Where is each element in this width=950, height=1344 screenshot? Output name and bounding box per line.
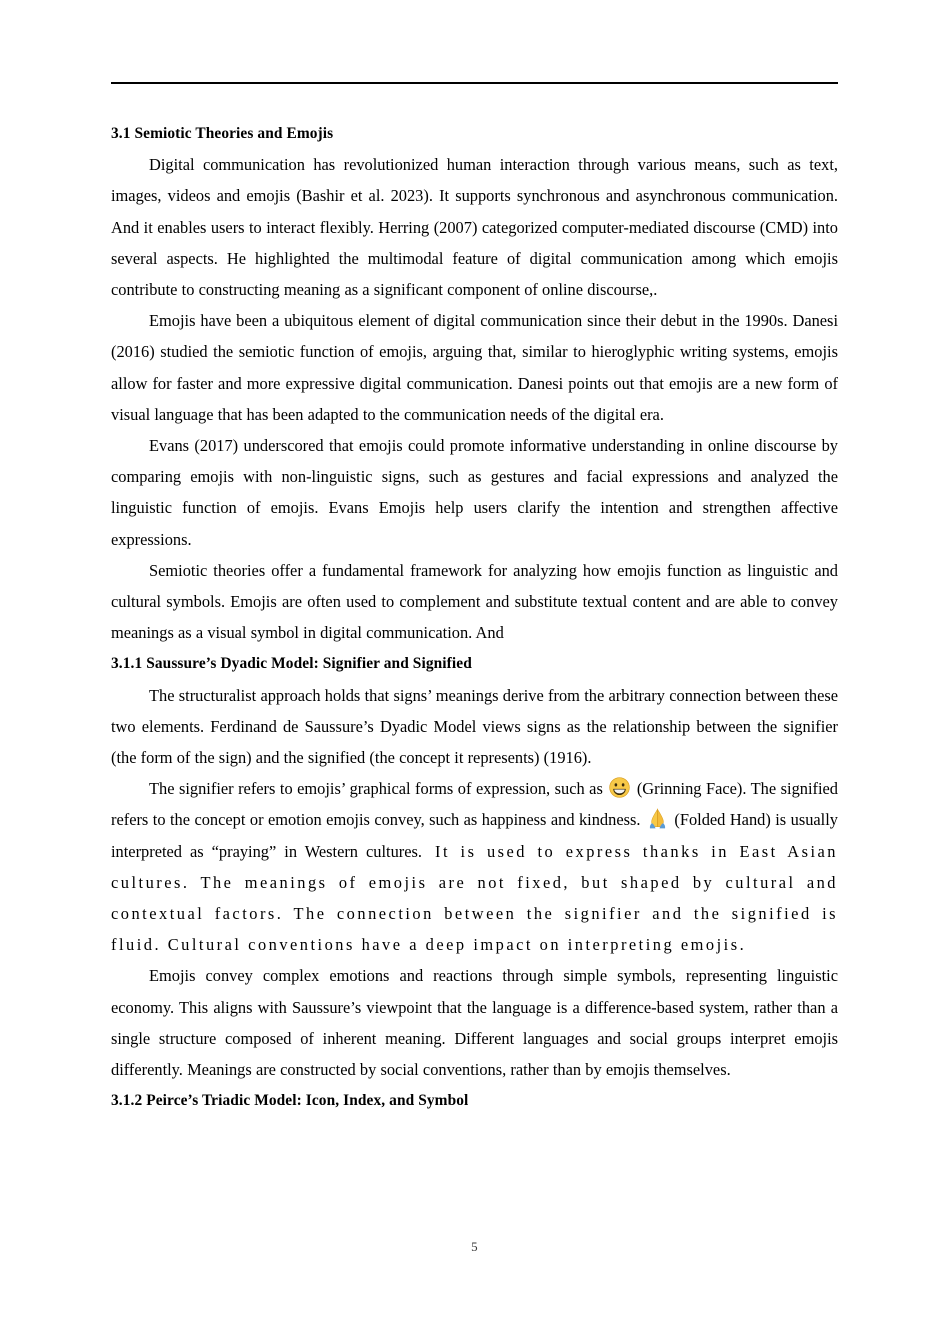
folded-hands-icon: [647, 808, 668, 829]
page-number: 5: [471, 1239, 478, 1254]
heading-3-1-2: 3.1.2 Peirce’s Triadic Model: Icon, Index, and Symbol: [111, 1092, 469, 1110]
text-column: [111, 118, 838, 1117]
running-header: [111, 82, 838, 88]
paragraph-3-1-1-2: Emojis convey complex emotions and reactions through simple symbols, representing linguistic economy. This aligns with Saussure’s viewpoint that the language is a difference-based system, rather than a single structure composed of inherent meaning. Different languages and social groups interpret emojis differently. Meanings are constructed by social conventions, rather than by emojis themselves.: [111, 966, 838, 1080]
emoji-par-text-4: . It is used to express thanks in East Asian cultures. The meanings of emojis are not fixed, but shaped by cultural and contextual factors. The connection between the signifier and the signified is fluid. Cultural conventions have a deep impact on interpreting emojis.: [111, 841, 838, 955]
header-divider-rule: [111, 82, 838, 84]
heading-3-1: 3.1 Semiotic Theories and Emojis: [111, 125, 334, 142]
emoji-par-text-2: (Grinning Face). The signified refers to the concept or emotion emojis convey, such as happiness and kindness.: [111, 779, 838, 830]
page-footer: [111, 1238, 838, 1256]
paragraph-with-emojis: [111, 773, 838, 960]
emoji-par-text-1: The signifier refers to emojis’ graphical forms of expression, such as: [149, 779, 608, 799]
heading-3-1-1: 3.1.1 Saussure’s Dyadic Model: Signifier and Signified: [111, 655, 472, 673]
grinning-face-icon: [609, 777, 630, 798]
paragraph-3-1-3: Evans (2017) underscored that emojis could promote informative understanding in online discourse by comparing emojis with non-linguistic signs, such as gestures and facial expressions and analyzed the linguistic function of emojis. Evans Emojis help users clarify the intention and strengthen affective expressions.: [111, 436, 838, 549]
paragraph-3-1-2: Emojis have been a ubiquitous element of digital communication since their debut in the 1990s. Danesi (2016) studied the semiotic function of emojis, arguing that, similar to hieroglyphic writing systems, emojis allow for faster and more expressive digital communication. Danesi points out that emojis are a new form of visual language that has been adapted to the communication needs of the digital era.: [111, 311, 838, 424]
paragraph-3-1-1: Digital communication has revolutionized human interaction through various means, such as text, images, videos and emojis (Bashir et al. 2023). It supports synchronous and asynchronous communication. And it enables users to interact flexibly. Herring (2007) categorized computer-mediated discourse (CMD) into several aspects. He highlighted the multimodal feature of digital communication among which emojis contribute to constructing meaning as a significant component of online discourse,.: [111, 155, 838, 300]
paragraph-3-1-1-1: The structuralist approach holds that signs’ meanings derive from the arbitrary connection between these two elements. Ferdinand de Saussure’s Dyadic Model views signs as the relationship between the signifier (the form of the sign) and the signified (the concept it represents) (1916).: [111, 685, 838, 768]
emoji-par-text-3: (Folded Hand) is usually interpreted as “praying” in Western cultures: [111, 810, 838, 861]
paragraph-3-1-4: Semiotic theories offer a fundamental framework for analyzing how emojis function as linguistic and cultural symbols. Emojis are often used to complement and substitute textual content and are able to convey meanings as a visual symbol in digital communication. And: [111, 560, 838, 643]
